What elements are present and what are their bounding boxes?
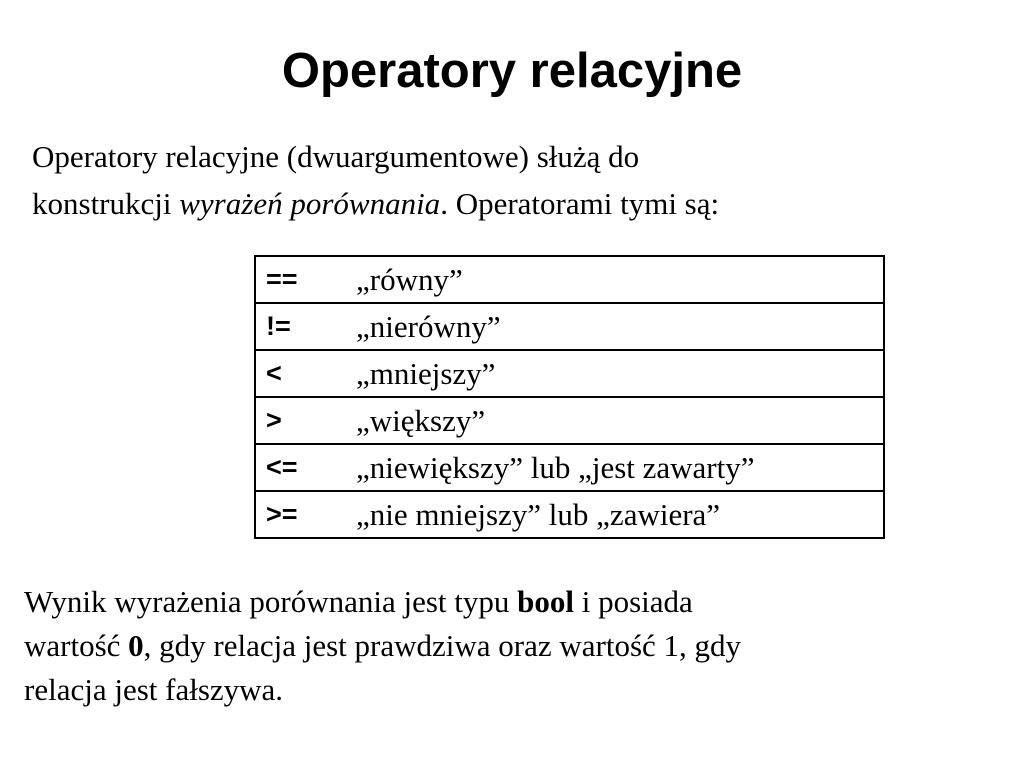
operator-symbol: >=: [255, 491, 350, 538]
operator-description: „niewiększy” lub „jest zawarty”: [350, 444, 884, 491]
result-text: relacja jest fałszywa.: [24, 672, 284, 707]
operator-description: „mniejszy”: [350, 350, 884, 397]
intro-line-2-end: . Operatorami tymi są:: [440, 186, 720, 221]
operator-symbol: >: [255, 397, 350, 444]
intro-italic-term: wyrażeń porównania: [179, 186, 441, 221]
table-row: [255, 256, 884, 303]
table-row: [255, 444, 884, 491]
operators-table: [254, 255, 885, 539]
intro-line-1: Operatory relacyjne (dwuargumentowe) służą do: [32, 139, 640, 174]
table-row: [255, 303, 884, 350]
operator-description: „nie mniejszy” lub „zawiera”: [350, 491, 884, 538]
table-row: [255, 397, 884, 444]
result-paragraph: [24, 580, 1004, 712]
zero-value: 0: [128, 628, 144, 663]
table-row: [255, 350, 884, 397]
intro-paragraph: [32, 133, 992, 227]
table-row: [255, 491, 884, 538]
page-title: Operatory relacyjne: [281, 44, 743, 98]
operator-symbol: !=: [255, 303, 350, 350]
operator-description: „nierówny”: [350, 303, 884, 350]
operator-symbol: ==: [255, 256, 350, 303]
intro-line-2-start: konstrukcji: [32, 186, 180, 221]
result-text: Wynik wyrażenia porównania jest typu: [24, 584, 518, 619]
operator-description: „większy”: [350, 397, 884, 444]
result-text: i posiada: [573, 584, 693, 619]
operator-description: „równy”: [350, 256, 884, 303]
operator-symbol: <=: [255, 444, 350, 491]
bool-keyword: bool: [517, 584, 574, 619]
result-text: , gdy relacja jest prawdziwa oraz wartość 1, gdy: [143, 628, 742, 663]
result-text: wartość: [24, 628, 129, 663]
operator-symbol: <: [255, 350, 350, 397]
